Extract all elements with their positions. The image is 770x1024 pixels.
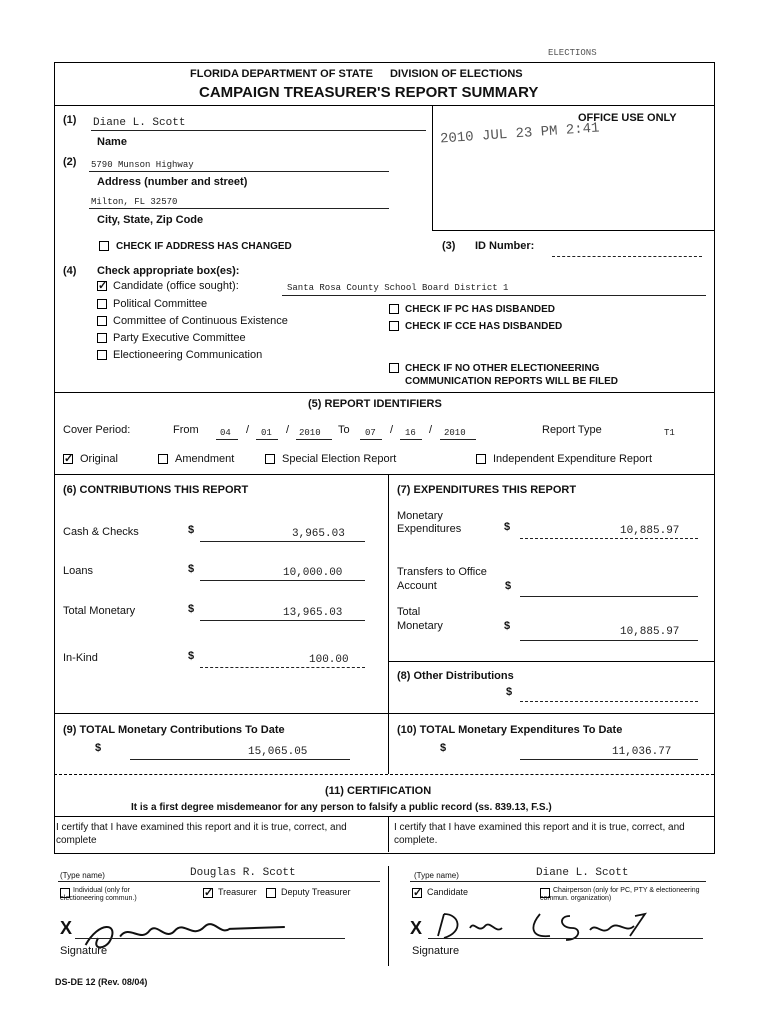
to-year[interactable]: 2010: [444, 428, 466, 438]
transfers-label-2: Account: [397, 580, 437, 592]
monetary-expenditures-value[interactable]: 10,885.97: [620, 525, 680, 537]
special-election-checkbox[interactable]: [265, 454, 275, 464]
in-kind-dollar: $: [188, 650, 195, 662]
report-type-value[interactable]: T1: [664, 428, 675, 438]
total-expenditures-to-date-value[interactable]: 11,036.77: [612, 746, 672, 758]
total-expenditures-value[interactable]: 10,885.97: [620, 626, 680, 638]
monetary-exp-label-2: Expenditures: [397, 523, 462, 535]
total-exp-dollar: $: [504, 620, 511, 632]
treasurer-checkbox[interactable]: [203, 888, 213, 898]
top-stamp: ELECTIONS: [548, 48, 597, 58]
to-slash-1: /: [390, 424, 394, 436]
to-label: To: [338, 424, 350, 436]
department-name: FLORIDA DEPARTMENT OF STATE: [190, 68, 373, 80]
monetary-exp-dollar: $: [504, 521, 511, 533]
candidate-cert-label: Candidate: [427, 887, 469, 897]
certify-right-text: I certify that I have examined this report and it is true, correct, and complete.: [394, 822, 685, 846]
cash-checks-value[interactable]: 3,965.03: [292, 528, 345, 540]
amendment-checkbox[interactable]: [158, 454, 168, 464]
to-day[interactable]: 16: [405, 428, 416, 438]
expenditures-title: (7) EXPENDITURES THIS REPORT: [397, 484, 577, 496]
amendment-label: Amendment: [175, 453, 235, 465]
in-kind-label: In-Kind: [63, 652, 98, 664]
total-expenditures-dollar: $: [440, 742, 447, 754]
address-changed-label: CHECK IF ADDRESS HAS CHANGED: [116, 241, 292, 252]
party-executive-checkbox[interactable]: [97, 333, 107, 343]
contributions-title: (6) CONTRIBUTIONS THIS REPORT: [63, 484, 249, 496]
form-id: DS-DE 12 (Rev. 08/04): [55, 977, 148, 987]
original-checkbox[interactable]: [63, 454, 73, 464]
form-title: CAMPAIGN TREASURER'S REPORT SUMMARY: [199, 84, 539, 101]
check-boxes-label: Check appropriate box(es):: [97, 265, 240, 277]
party-executive-label: Party Executive Committee: [113, 332, 246, 344]
treasurer-signature: [79, 903, 292, 964]
transfers-dollar: $: [505, 580, 512, 592]
right-signature-label: Signature: [412, 945, 460, 957]
from-label: From: [173, 424, 199, 436]
loans-dollar: $: [188, 563, 195, 575]
cover-period-label: Cover Period:: [63, 424, 131, 436]
total-contributions-value[interactable]: 15,065.05: [248, 746, 308, 758]
independent-expenditure-checkbox[interactable]: [476, 454, 486, 464]
office-sought-field[interactable]: Santa Rosa County School Board District 1: [287, 283, 509, 293]
section-2-number: (2): [63, 156, 77, 168]
chairperson-label: Chairperson (only for PC, PTY & electioneering commun. organization): [540, 887, 700, 902]
pc-disbanded-checkbox[interactable]: [389, 304, 399, 314]
report-identifiers-title: (5) REPORT IDENTIFIERS: [308, 398, 442, 410]
candidate-signature: [430, 906, 670, 952]
left-signature-label: Signature: [60, 945, 108, 957]
other-distributions-title: (8) Other Distributions: [397, 670, 514, 682]
total-exp-label-2: Monetary: [397, 620, 443, 632]
address-changed-checkbox[interactable]: [99, 241, 109, 251]
type-name-label-right: (Type name): [414, 871, 459, 880]
received-stamp: 2010 JUL 23 PM 2:41: [439, 120, 601, 148]
original-label: Original: [80, 453, 118, 465]
treasurer-name[interactable]: Douglas R. Scott: [190, 867, 296, 879]
political-committee-label: Political Committee: [113, 298, 208, 310]
no-other-electioneering-label-2: COMMUNICATION REPORTS WILL BE FILED: [405, 376, 618, 387]
certification-warning: It is a first degree misdemeanor for any person to falsify a public record (ss. 839.13, F.S.): [131, 802, 552, 813]
electioneering-label: Electioneering Communication: [113, 349, 263, 361]
total-monetary-label: Total Monetary: [63, 605, 136, 617]
total-contributions-dollar: $: [95, 742, 102, 754]
no-other-electioneering-checkbox[interactable]: [389, 363, 399, 373]
cash-dollar: $: [188, 524, 195, 536]
city-field[interactable]: Milton, FL 32570: [91, 197, 178, 207]
special-election-label: Special Election Report: [282, 453, 397, 465]
from-month[interactable]: 04: [220, 428, 231, 438]
certify-left-text: I certify that I have examined this report and it is true, correct, and complete: [56, 822, 347, 846]
certification-title: (11) CERTIFICATION: [325, 785, 432, 797]
total-monetary-value[interactable]: 13,965.03: [283, 607, 343, 619]
section-1-number: (1): [63, 114, 77, 126]
political-committee-checkbox[interactable]: [97, 299, 107, 309]
cce-label: Committee of Continuous Existence: [113, 315, 288, 327]
individual-label: Individual (only for electioneering commun.): [60, 887, 137, 902]
in-kind-value[interactable]: 100.00: [309, 654, 349, 666]
deputy-treasurer-label: Deputy Treasurer: [281, 887, 351, 897]
division-name: DIVISION OF ELECTIONS: [389, 68, 523, 80]
office-use-label: OFFICE USE ONLY: [578, 112, 677, 124]
total-exp-label-1: Total: [397, 606, 421, 618]
cash-checks-label: Cash & Checks: [63, 526, 139, 538]
address-label: Address (number and street): [97, 176, 248, 188]
other-distributions-dollar: $: [506, 686, 513, 698]
cce-disbanded-label: CHECK IF CCE HAS DISBANDED: [405, 321, 563, 332]
from-year[interactable]: 2010: [299, 428, 321, 438]
from-day[interactable]: 01: [261, 428, 272, 438]
total-contributions-title: (9) TOTAL Monetary Contributions To Date: [63, 724, 285, 736]
treasurer-label: Treasurer: [218, 887, 257, 897]
to-slash-2: /: [429, 424, 433, 436]
from-slash-2: /: [286, 424, 290, 436]
cce-checkbox[interactable]: [97, 316, 107, 326]
candidate-name[interactable]: Diane L. Scott: [536, 867, 629, 879]
section-3-number: (3): [442, 240, 456, 252]
total-monetary-dollar: $: [188, 603, 195, 615]
deputy-treasurer-checkbox[interactable]: [266, 888, 276, 898]
from-slash-1: /: [246, 424, 250, 436]
to-month[interactable]: 07: [365, 428, 376, 438]
total-expenditures-title: (10) TOTAL Monetary Expenditures To Date: [397, 724, 623, 736]
independent-expenditure-label: Independent Expenditure Report: [493, 453, 653, 465]
name-label: Name: [97, 136, 127, 148]
address-field[interactable]: 5790 Munson Highway: [91, 160, 194, 170]
city-label: City, State, Zip Code: [97, 214, 204, 226]
name-field[interactable]: Diane L. Scott: [93, 117, 186, 129]
loans-label: Loans: [63, 565, 93, 577]
loans-value[interactable]: 10,000.00: [283, 567, 343, 579]
transfers-label-1: Transfers to Office: [397, 566, 487, 578]
candidate-cert-checkbox[interactable]: [412, 888, 422, 898]
pc-disbanded-label: CHECK IF PC HAS DISBANDED: [405, 304, 556, 315]
candidate-checkbox[interactable]: [97, 281, 107, 291]
id-number-label: ID Number:: [475, 240, 535, 252]
electioneering-checkbox[interactable]: [97, 350, 107, 360]
section-4-number: (4): [63, 265, 77, 277]
candidate-label: Candidate (office sought):: [113, 280, 239, 292]
monetary-exp-label-1: Monetary: [397, 510, 443, 522]
left-x-mark: X: [60, 918, 73, 938]
type-name-label-left: (Type name): [60, 871, 105, 880]
right-x-mark: X: [410, 918, 423, 938]
no-other-electioneering-label-1: CHECK IF NO OTHER ELECTIONEERING: [405, 363, 600, 374]
cce-disbanded-checkbox[interactable]: [389, 321, 399, 331]
report-type-label: Report Type: [542, 424, 602, 436]
